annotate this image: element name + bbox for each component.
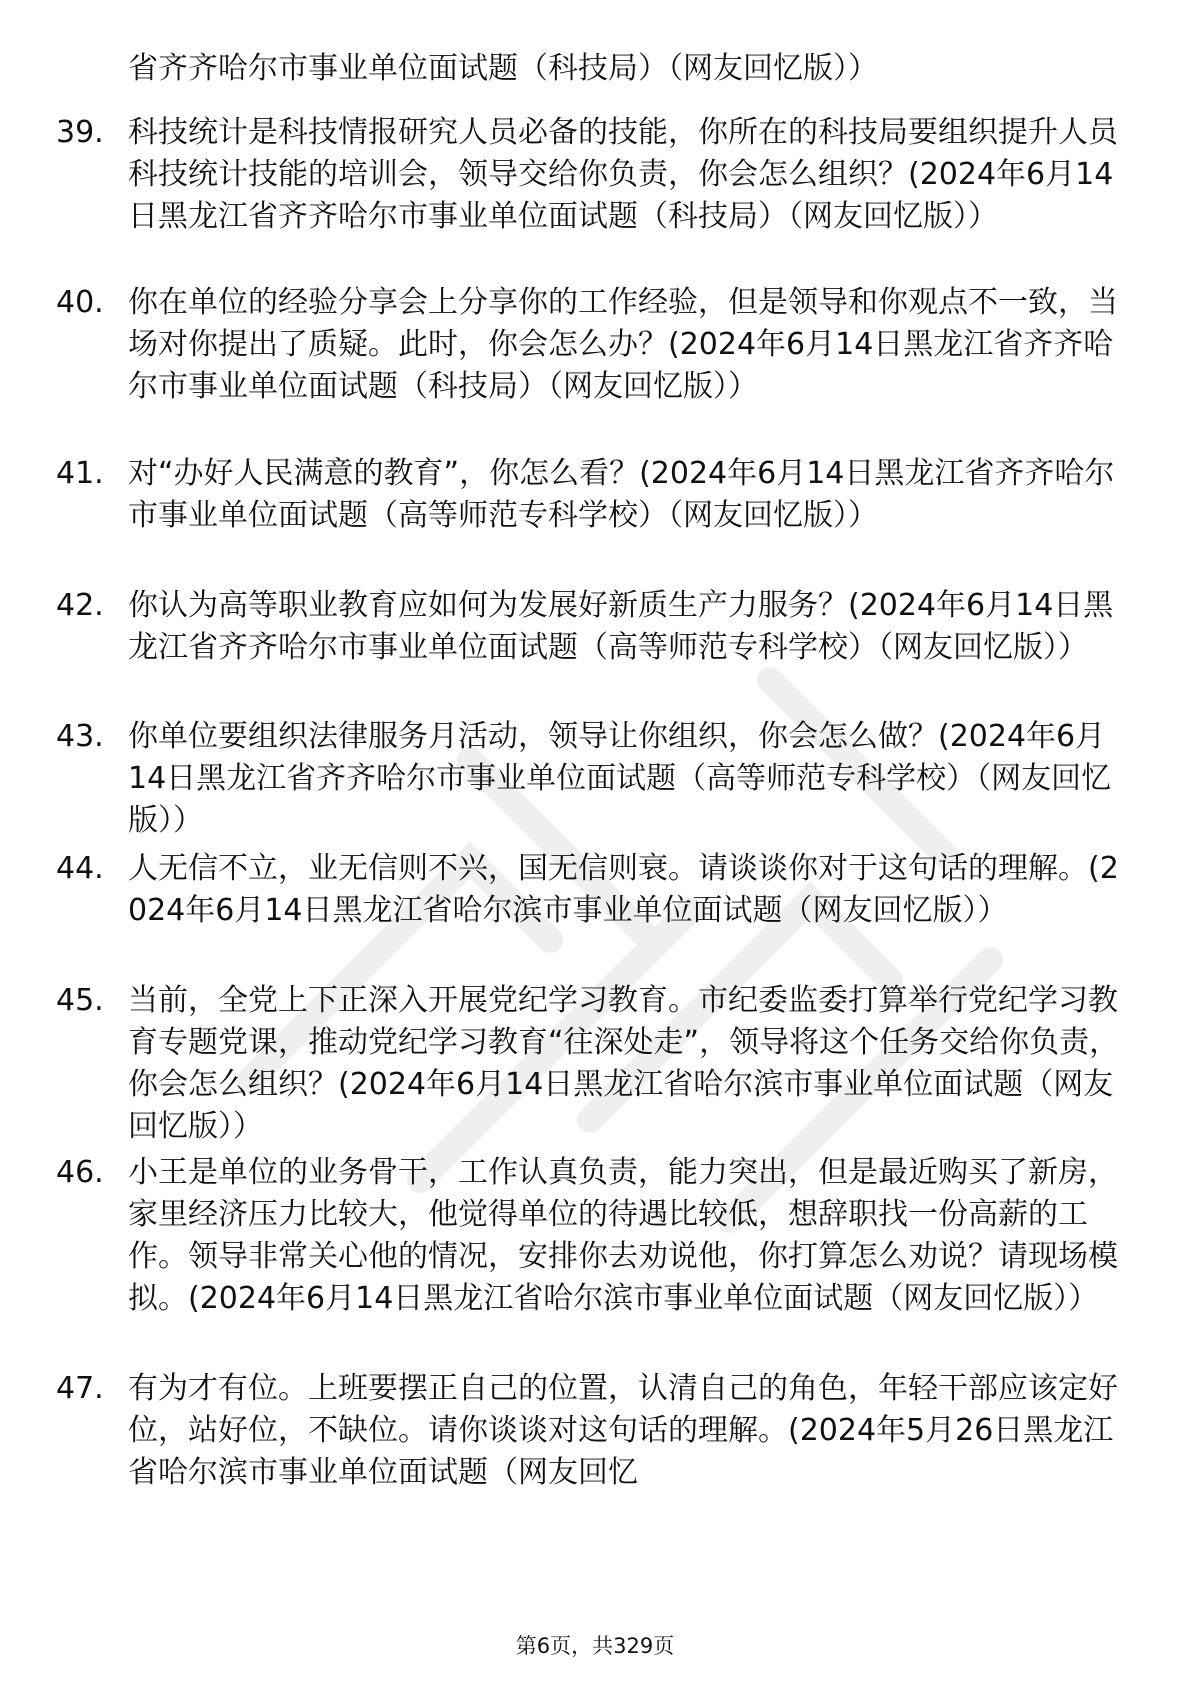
question-number: 45.	[56, 983, 104, 1018]
question-number: 41.	[56, 456, 104, 491]
question-text: 当前，全党上下正深入开展党纪学习教育。市纪委监委打算举行党纪学习教育专题党课，推动党纪学习教育“往深处走”，领导将这个任务交给你负责，你会怎么组织？(2024年6月14日黑龙江省哈尔滨市事业单位面试题（网友回忆版））	[128, 983, 1120, 1144]
question-text: 有为才有位。上班要摆正自己的位置，认清自己的角色，年轻干部应该定好位，站好位，不缺位。请你谈谈对这句话的理解。(2024年5月26日黑龙江省哈尔滨市事业单位面试题（网友回忆	[128, 1371, 1118, 1490]
question-text: 小王是单位的业务骨干，工作认真负责，能力突出，但是最近购买了新房，家里经济压力比较大，他觉得单位的待遇比较低，想辞职找一份高薪的工作。领导非常关心他的情况，安排你去劝说他，你打算怎么劝说？请现场模拟。(2024年6月14日黑龙江省哈尔滨市事业单位面试题（网友回忆版））	[128, 1155, 1118, 1316]
question-text: 你在单位的经验分享会上分享你的工作经验，但是领导和你观点不一致，当场对你提出了质疑。此时，你会怎么办？(2024年6月14日黑龙江省齐齐哈尔市事业单位面试题（科技局）（网友回忆版））	[128, 285, 1118, 404]
question-number: 40.	[56, 285, 104, 320]
question-number: 47.	[56, 1371, 104, 1406]
page-footer: 第6页，共329页	[515, 1634, 675, 1658]
question-number: 44.	[56, 851, 104, 886]
question-text: 对“办好人民满意的教育”，你怎么看？(2024年6月14日黑龙江省齐齐哈尔市事业单位面试题（高等师范专科学校）（网友回忆版））	[128, 456, 1115, 533]
question-text: 科技统计是科技情报研究人员必备的技能，你所在的科技局要组织提升人员科技统计技能的培训会，领导交给你负责，你会怎么组织？(2024年6月14日黑龙江省齐齐哈尔市事业单位面试题（科技局）（网友回忆版））	[128, 115, 1118, 234]
question-number: 39.	[56, 115, 104, 150]
question-number: 42.	[56, 588, 104, 623]
question-number: 43.	[56, 719, 104, 754]
question-text: 人无信不立，业无信则不兴，国无信则衰。请谈谈你对于这句话的理解。(2024年6月14日黑龙江省哈尔滨市事业单位面试题（网友回忆版））	[128, 851, 1119, 928]
question-number: 46.	[56, 1155, 104, 1190]
question-text: 你认为高等职业教育应如何为发展好新质生产力服务？(2024年6月14日黑龙江省齐齐哈尔市事业单位面试题（高等师范专科学校）（网友回忆版））	[128, 588, 1114, 665]
question-text: 你单位要组织法律服务月活动，领导让你组织，你会怎么做？(2024年6月14日黑龙江省齐齐哈尔市事业单位面试题（高等师范专科学校）（网友回忆版））	[128, 719, 1112, 838]
continuation-line: 省齐齐哈尔市事业单位面试题（科技局）（网友回忆版））	[128, 51, 878, 86]
